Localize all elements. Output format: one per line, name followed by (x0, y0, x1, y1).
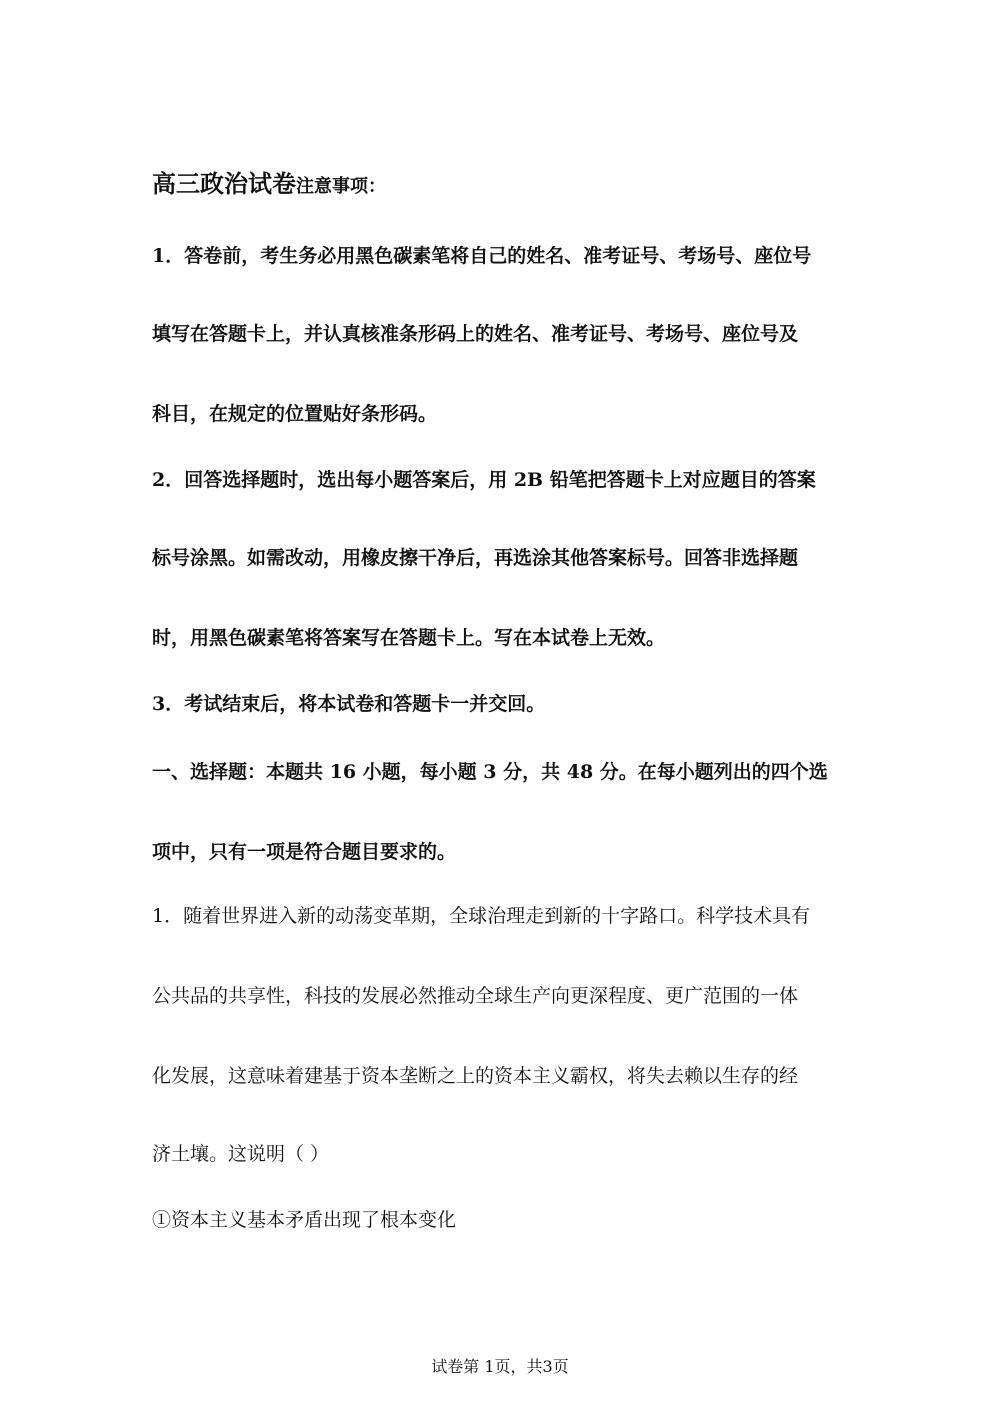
section-heading-line-2: 项中，只有一项是符合题目要求的。 (152, 841, 457, 863)
exam-title: 高三政治试卷 (152, 169, 296, 198)
note-1-line-3: 科目，在规定的位置贴好条形码。 (152, 403, 438, 425)
section-heading-line-1: 一、选择题：本题共 16 小题，每小题 3 分，共 48 分。在每小题列出的四个选 (152, 761, 828, 783)
question-1-option-1: ①资本主义基本矛盾出现了根本变化 (152, 1209, 457, 1231)
question-1-line-3: 化发展，这意味着建基于资本垄断之上的资本主义霸权，将失去赖以生存的经 (152, 1065, 799, 1087)
question-1-line-1: 1．随着世界进入新的动荡变革期，全球治理走到新的十字路口。科学技术具有 (152, 905, 811, 927)
question-1-line-4: 济土壤。这说明（ ） (152, 1143, 330, 1165)
note-2-line-1: 2．回答选择题时，选出每小题答案后，用 2B 铅笔把答题卡上对应题目的答案 (152, 469, 816, 491)
page-footer: 试卷第 1页，共3页 (431, 1357, 569, 1376)
note-2-line-2: 标号涂黑。如需改动，用橡皮擦干净后，再选涂其他答案标号。回答非选择题 (152, 547, 799, 569)
notice-heading: 注意事项： (296, 176, 386, 197)
note-2-line-3: 时，用黑色碳素笔将答案写在答题卡上。写在本试卷上无效。 (152, 627, 666, 649)
note-3-line-1: 3．考试结束后，将本试卷和答题卡一并交回。 (152, 693, 546, 715)
page-header (152, 170, 852, 201)
question-1-line-2: 公共品的共享性，科技的发展必然推动全球生产向更深程度、更广范围的一体 (152, 985, 799, 1007)
note-1-line-1: 1．答卷前，考生务必用黑色碳素笔将自己的姓名、准考证号、考场号、座位号 (152, 245, 812, 267)
note-1-line-2: 填写在答题卡上，并认真核准条形码上的姓名、准考证号、考场号、座位号及 (152, 323, 799, 345)
